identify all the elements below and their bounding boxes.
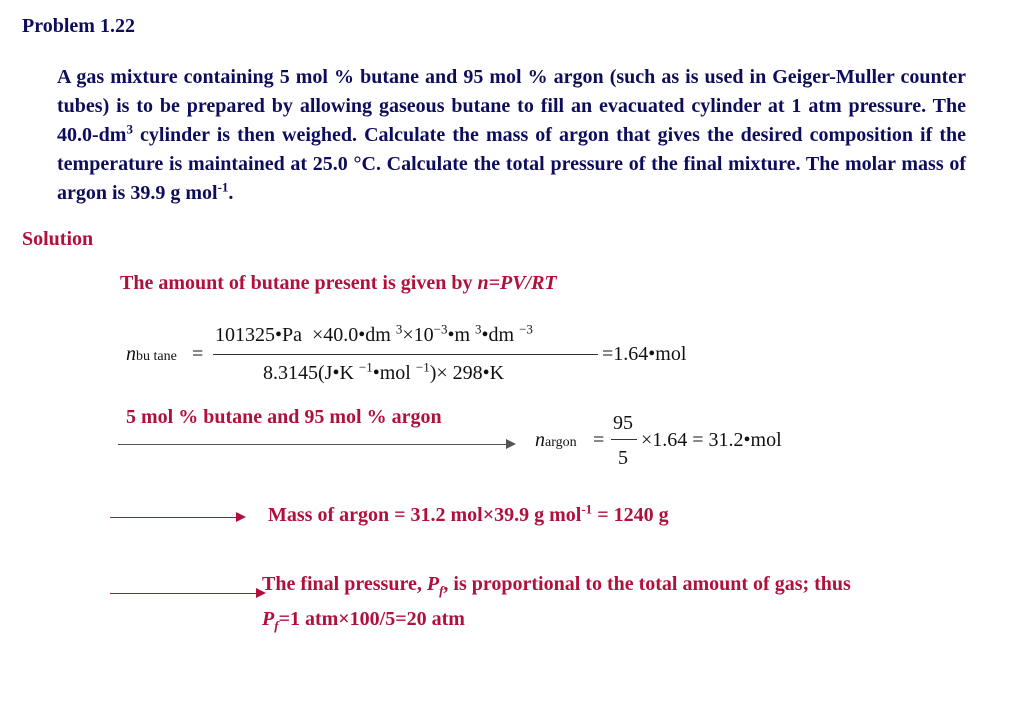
problem-statement: A gas mixture containing 5 mol % butane and 95 mol % argon (such as is used in Geiger-Muller counter tubes) is to be prepared by allowing gaseous butane to fill an evacuated cylinder at 1 atm pressure. The $40.0-dm^3$ cylinder is then weighed. Calculate the mass of argon that gives the desired composition if the temperature is maintained at 25.0 °C. Calculate the total pressure of the final mixture. The molar mass of argon is 39.9 g mol$^{-1}$. [57, 66, 966, 204]
eq2-denominator: 5 [618, 447, 628, 469]
final-pressure-statement: The final pressure, $P_f$, is proportional to the total amount of gas; thus $P_f=1$ atm×100/5=20 atm [262, 573, 851, 633]
argon-mass-result: Mass of argon = 31.2 mol×39.9 g mol$^{-1}$ = 1240 g [268, 501, 669, 526]
n-argon-symbol: nargon [535, 429, 577, 451]
eq2-numerator: 95 [613, 412, 633, 434]
butane-amount-statement: The amount of butane present is given by n=PV/RT [120, 272, 557, 294]
n-butane-symbol: nbu tane [126, 343, 177, 365]
ideal-gas-formula: n=PV/RT [477, 272, 557, 294]
solution-heading: Solution [22, 228, 94, 250]
eq2-result: ×1.64 = 31.2•mol [641, 429, 782, 451]
composition-statement: 5 mol % butane and 95 mol % argon [126, 406, 442, 428]
eq1-denominator: 8.3145(J•K $^{-1}$•mol $^{-1}$)× 298•K [263, 359, 505, 384]
arrow-2-head [506, 439, 516, 449]
eq1-numerator: 101325•Pa ×40.0•dm $^3\times 10^{-3}•m$ $^3$•dm $^{-3}$ [215, 321, 533, 346]
arrow-3-line [110, 517, 238, 518]
arrow-4-line [110, 593, 258, 594]
eq1-fraction-bar [213, 354, 598, 355]
arrow-2-line [118, 444, 508, 445]
arrow-3-head [236, 512, 246, 522]
eq1-equals: = [192, 343, 204, 365]
eq2-fraction-bar [611, 439, 637, 440]
problem-title: Problem 1.22 [22, 15, 135, 37]
eq1-result: =1.64•mol [602, 343, 687, 365]
eq2-equals: = [593, 429, 605, 451]
